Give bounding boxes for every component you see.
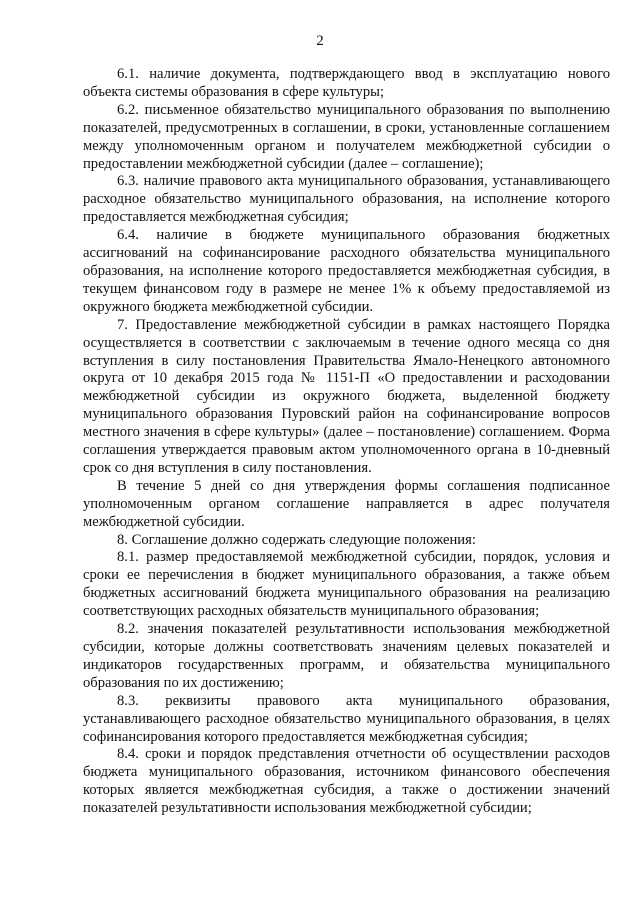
paragraph-8: 8. Соглашение должно содержать следующие положения: — [117, 531, 476, 548]
paragraph-6-4: 6.4. наличие в бюджете муниципального образования бюджетных ассигнований на софинансирование расходного обязательства муниципального образования, на исполнение которого предоставляется межбюджетная субсидия, в текущем финансовом году в размере не менее 1% к объему предоставляемой из окружного бюджета межбюджетной субсидии. — [83, 227, 610, 315]
document-body — [83, 66, 610, 818]
page-number: 2 — [316, 33, 324, 49]
paragraph-7-continued: В течение 5 дней со дня утверждения формы соглашения подписанное уполномоченным органом соглашение направляется в адрес получателя межбюджетной субсидии. — [83, 477, 610, 530]
paragraph-7: 7. Предоставление межбюджетной субсидии в рамках настоящего Порядка осуществляется в соответствии с заключаемым в течение одного месяца со дня вступления в силу постановления Правительства Ямало-Ненецкого автономного округа от 10 декабря 2015 года № 1151-П «О предоставлении и расходовании межбюджетной субсидии из окружного бюджета, выделенной бюджету муниципального образования Пуровский район на софинансирование вопросов местного значения в сфере культуры» (далее – постановление) соглашением. Форма соглашения утверждается правовым актом уполномоченного органа в 10-дневный срок со дня вступления в силу постановления. — [83, 316, 610, 476]
paragraph-8-4: 8.4. сроки и порядок представления отчетности об осуществлении расходов бюджета муниципального образования, источником финансового обеспечения которых является межбюджетная субсидия, а также о достижении значений показателей результативности использования межбюджетной субсидии; — [83, 746, 610, 817]
paragraph-6-2: 6.2. письменное обязательство муниципального образования по выполнению показателей, предусмотренных в соглашении, в сроки, установленные соглашением между уполномоченным органом и получателем межбюджетной субсидии о предоставлении межбюджетной субсидии (далее – соглашение); — [83, 101, 610, 172]
paragraph-8-3: 8.3. реквизиты правового акта муниципального образования, устанавливающего расходное обязательство муниципального образования, в целях софинансирования которого предоставляется межбюджетная субсидия; — [83, 692, 610, 745]
paragraph-6-3: 6.3. наличие правового акта муниципального образования, устанавливающего расходное обязательство муниципального образования, на исполнение которого предоставляется межбюджетная субсидия; — [83, 173, 610, 226]
paragraph-8-1: 8.1. размер предоставляемой межбюджетной субсидии, порядок, условия и сроки ее перечисления в бюджет муниципального образования, а также объем бюджетных ассигнований бюджета муниципального образования на реализацию соответствующих расходных обязательств муниципального образования; — [83, 549, 610, 620]
paragraph-8-2: 8.2. значения показателей результативности использования межбюджетной субсидии, которые должны соответствовать значениям целевых показателей и индикаторов государственных программ, и обязательства муниципального образования по их достижению; — [83, 621, 610, 691]
paragraph-6-1: 6.1. наличие документа, подтверждающего ввод в эксплуатацию нового объекта системы образования в сфере культуры; — [83, 66, 610, 100]
